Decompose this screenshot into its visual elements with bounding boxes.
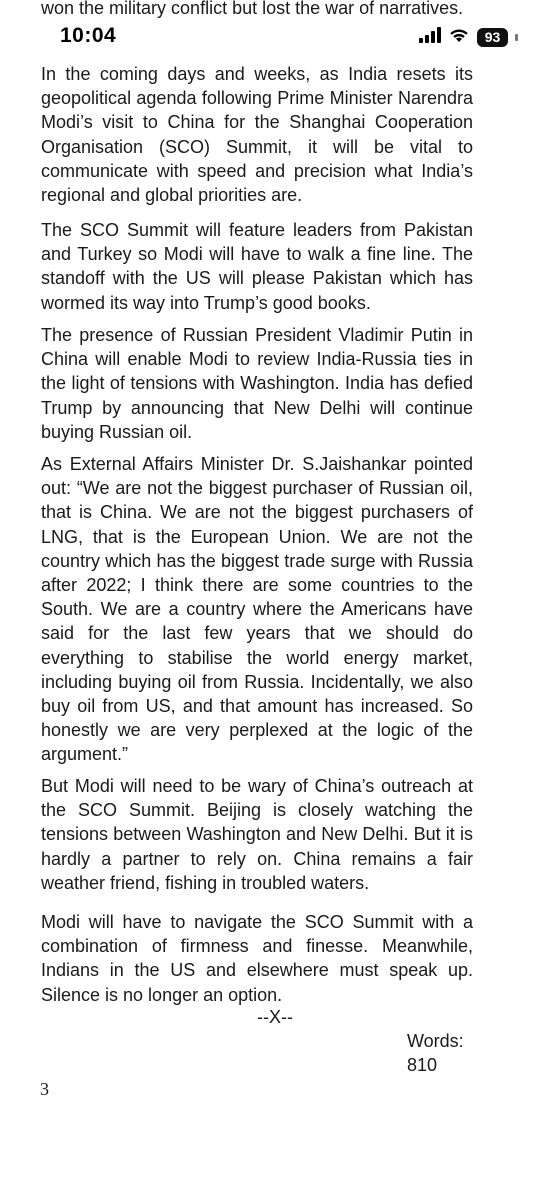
paragraph-1: In the coming days and weeks, as India resets its geopolitical agenda following Prime Minister Narendra Modi’s visit to China for the Shanghai Cooperation Organisation (SCO) Summit, it will be vital to communicate with speed and precision what India’s regional and global priorities are.	[41, 64, 473, 206]
word-count-label: Words:	[407, 1031, 464, 1051]
paragraph-3: The presence of Russian President Vladimir Putin in China will enable Modi to review India-Russia ties in the light of tensions with Washington. India has defied Trump by announcing that New Delhi will continue buying Russian oil.	[41, 325, 473, 442]
wifi-icon	[448, 27, 470, 48]
status-time: 10:04	[60, 24, 117, 47]
lead-fragment: won the military conflict but lost the war of narratives.	[41, 0, 464, 18]
paragraph-5: But Modi will need to be wary of China’s outreach at the SCO Summit. Beijing is closely watching the tensions between Washington and New Delhi. But it is hardly a partner to rely on. China remains a fair weather friend, fishing in troubled waters.	[41, 776, 473, 893]
battery-cap-icon	[515, 28, 518, 46]
cellular-signal-icon	[419, 27, 441, 48]
word-count-value: 810	[407, 1055, 438, 1075]
paragraph-2: The SCO Summit will feature leaders from Pakistan and Turkey so Modi will have to walk a fine line. The standoff with the US will please Pakistan which has wormed its way into Trump’s good books.	[41, 220, 473, 313]
battery-indicator: 93	[477, 28, 508, 47]
page-number: 3	[40, 1079, 49, 1099]
paragraph-6: Modi will have to navigate the SCO Summit with a combination of firmness and finesse. Meanwhile, Indians in the US and elsewhere must speak up. Silence is no longer an option.	[41, 912, 473, 1005]
end-separator: --X--	[257, 1007, 293, 1027]
paragraph-4: As External Affairs Minister Dr. S.Jaishankar pointed out: “We are not the biggest purchaser of Russian oil, that is China. We are not the biggest purchasers of LNG, that is the European Union. We are not the country which has the biggest trade surge with Russia after 2022; I think there are some countries to the South. We are a country where the Americans have said for the last few years that we should do everything to stabilise the world energy market, including buying oil from Russia. Incidentally, we also buy oil from US, and that amount has increased. So honestly we are very perplexed at the logic of the argument.”	[41, 454, 473, 765]
status-indicators	[419, 25, 518, 49]
